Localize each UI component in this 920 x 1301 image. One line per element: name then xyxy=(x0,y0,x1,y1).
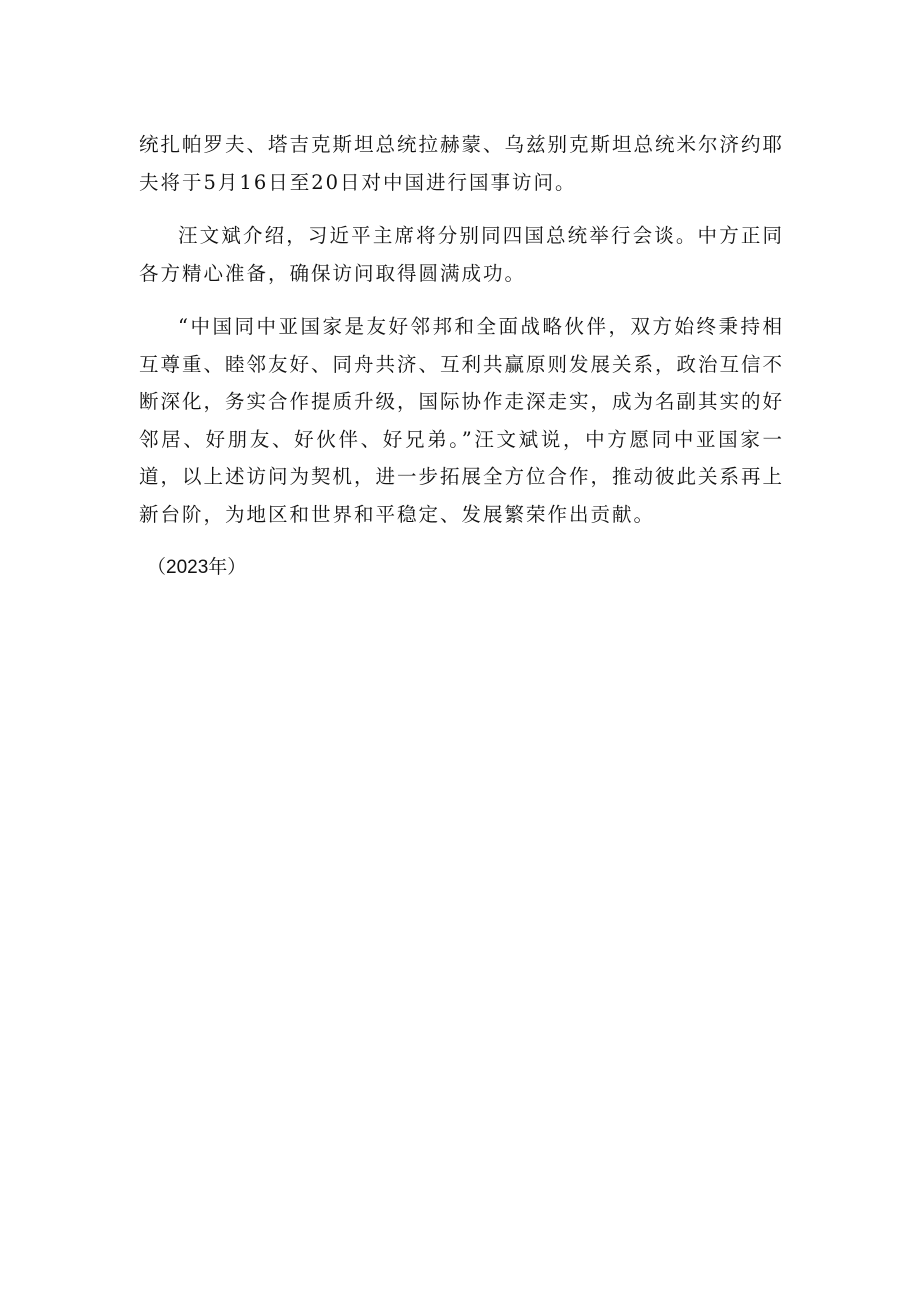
paragraph-quote: “中国同中亚国家是友好邻邦和全面战略伙伴，双方始终秉持相互尊重、睦邻友好、同舟共济、互利共赢原则发展关系，政治互信不断深化，务实合作提质升级，国际协作走深走实，成为名副其实的好邻居、好朋友、好伙伴、好兄弟。”汪文斌说，中方愿同中亚国家一道，以上述访问为契机，进一步拓展全方位合作，推动彼此关系再上新台阶，为地区和世界和平稳定、发展繁荣作出贡献。 xyxy=(139,315,785,526)
paragraph-meeting-intro: 汪文斌介绍，习近平主席将分别同四国总统举行会谈。中方正同各方精心准备，确保访问取得圆满成功。 xyxy=(139,224,784,285)
paragraph-continuation: 统扎帕罗夫、塔吉克斯坦总统拉赫蒙、乌兹别克斯坦总统米尔济约耶夫将于5月16日至20日对中国进行国事访问。 xyxy=(139,133,785,194)
year-note: （2023年） xyxy=(147,557,247,578)
article-body xyxy=(139,126,784,587)
